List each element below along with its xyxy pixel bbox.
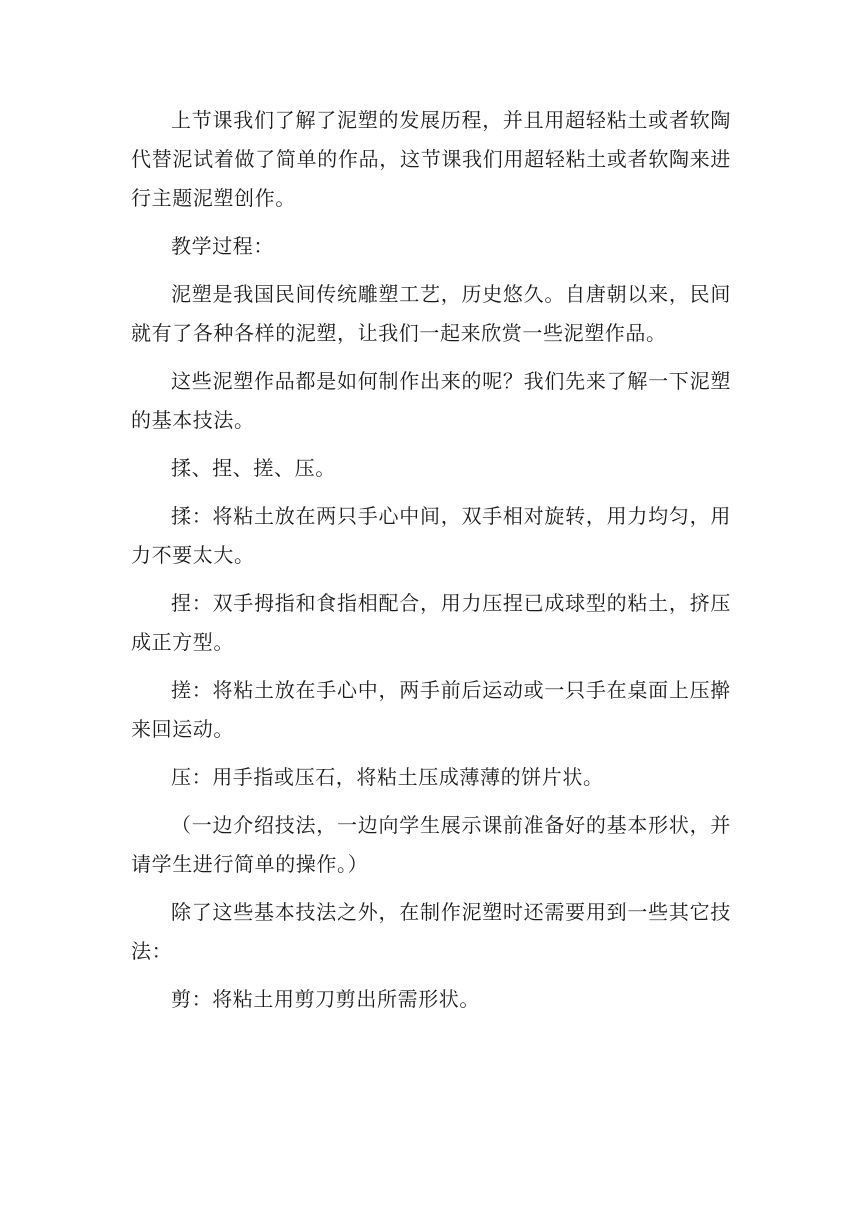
intro-paragraph: 上节课我们了解了泥塑的发展历程，并且用超轻粘土或者软陶代替泥试着做了简单的作品，这节课我们用超轻粘土或者软陶来进行主题泥塑创作。	[131, 108, 731, 210]
paragraph-technique-jian: 剪：将粘土用剪刀剪出所需形状。	[171, 987, 480, 1011]
paragraph-technique-list: 揉、捏、搓、压。	[171, 456, 336, 480]
paragraph-other-techniques: 除了这些基本技法之外，在制作泥塑时还需要用到一些其它技法：	[131, 900, 731, 963]
paragraph-technique-ya: 压：用手指或压石，将粘土压成薄薄的饼片状。	[171, 765, 604, 789]
paragraph-clay-history: 泥塑是我国民间传统雕塑工艺，历史悠久。自唐朝以来，民间就有了各种各样的泥塑，让我们一起来欣赏一些泥塑作品。	[131, 282, 731, 345]
paragraph-technique-rou: 揉：将粘土放在两只手心中间，双手相对旋转，用力均匀，用力不要太大。	[131, 504, 731, 567]
document-body	[131, 101, 731, 1028]
section-heading-teaching-process: 教学过程：	[171, 234, 274, 258]
paragraph-techniques-question: 这些泥塑作品都是如何制作出来的呢？我们先来了解一下泥塑的基本技法。	[131, 369, 731, 432]
paragraph-technique-nie: 捏：双手拇指和食指相配合，用力压捏已成球型的粘土，挤压成正方型。	[131, 591, 731, 654]
paragraph-demo-note: （一边介绍技法，一边向学生展示课前准备好的基本形状，并请学生进行简单的操作。）	[131, 813, 731, 876]
paragraph-technique-cuo: 搓：将粘土放在手心中，两手前后运动或一只手在桌面上压擀来回运动。	[131, 678, 731, 741]
